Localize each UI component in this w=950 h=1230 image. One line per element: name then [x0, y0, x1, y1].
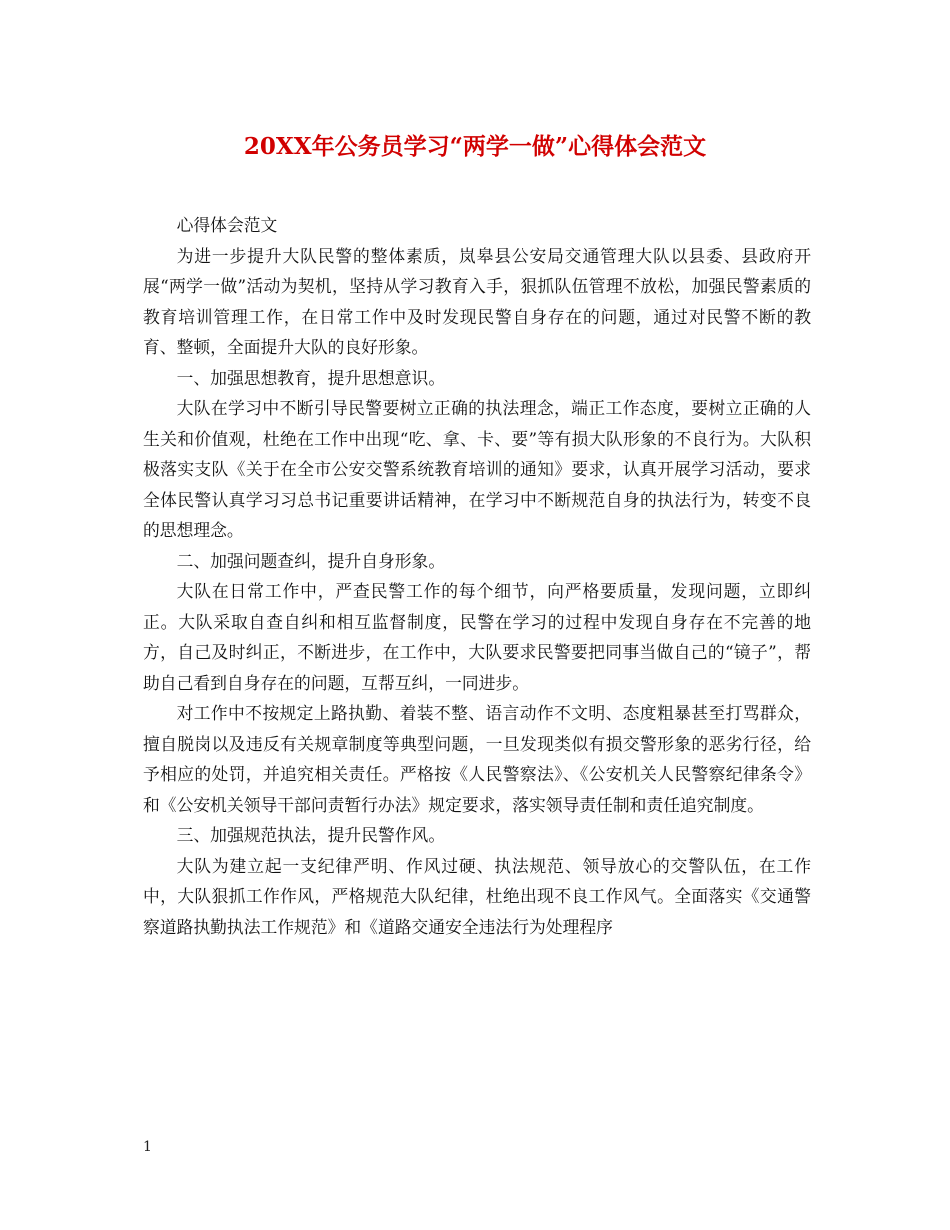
section-heading-3: 三、加强规范执法，提升民警作风。 — [176, 825, 446, 845]
paragraph-1: 心得体会范文 — [176, 215, 278, 235]
document-body — [143, 210, 811, 942]
paragraph-4: 大队在日常工作中，严查民警工作的每个细节，向严格要质量，发现问题，立即纠正。大队采取自查自纠和相互监督制度，民警在学习的过程中发现自身存在不完善的地方，自己及时纠正，不断进步，在工作中，大队要求民警要把同事当做自己的“镜子”，帮助自己看到自身存在的问题，互帮互纠，一同进步。 — [143, 581, 811, 693]
section-heading-1: 一、加强思想教育，提升思想意识。 — [176, 367, 446, 388]
document-title: 20XX年公务员学习“两学一做”心得体会范文 — [243, 133, 707, 160]
page-number: 1 — [143, 1139, 152, 1155]
paragraph-3: 大队在学习中不断引导民警要树立正确的执法理念，端正工作态度，要树立正确的人生关和价值观，杜绝在工作中出现“吃、拿、卡、要”等有损大队形象的不良行为。大队积极落实支队《关于在全市公安交警系统教育培训的通知》要求，认真开展学习活动，要求全体民警认真学习习总书记重要讲话精神，在学习中不断规范自身的执法行为，转变不良的思想理念。 — [143, 398, 811, 540]
section-heading-2: 二、加强问题查纠，提升自身形象。 — [176, 550, 446, 571]
paragraph-2: 为进一步提升大队民警的整体素质，岚皋县公安局交通管理大队以县委、县政府开展“两学一做”活动为契机，坚持从学习教育入手，狠抓队伍管理不放松，加强民警素质的教育培训管理工作，在日常工作中及时发现民警自身存在的问题，通过对民警不断的教育、整顿，全面提升大队的良好形象。 — [143, 245, 811, 357]
paragraph-6: 大队为建立起一支纪律严明、作风过硬、执法规范、领导放心的交警队伍，在工作中，大队狠抓工作作风，严格规范大队纪律，杜绝出现不良工作风气。全面落实《交通警察道路执勤执法工作规范》和《道路交通安全违法行为处理程序 — [143, 855, 811, 937]
paragraph-5: 对工作中不按规定上路执勤、着装不整、语言动作不文明、态度粗暴甚至打骂群众，擅自脱岗以及违反有关规章制度等典型问题，一旦发现类似有损交警形象的恶劣行径，给予相应的处罚，并追究相关责任。严格按《人民警察法》、《公安机关人民警察纪律条令》和《公安机关领导干部问责暂行办法》规定要求，落实领导责任制和责任追究制度。 — [143, 703, 811, 815]
